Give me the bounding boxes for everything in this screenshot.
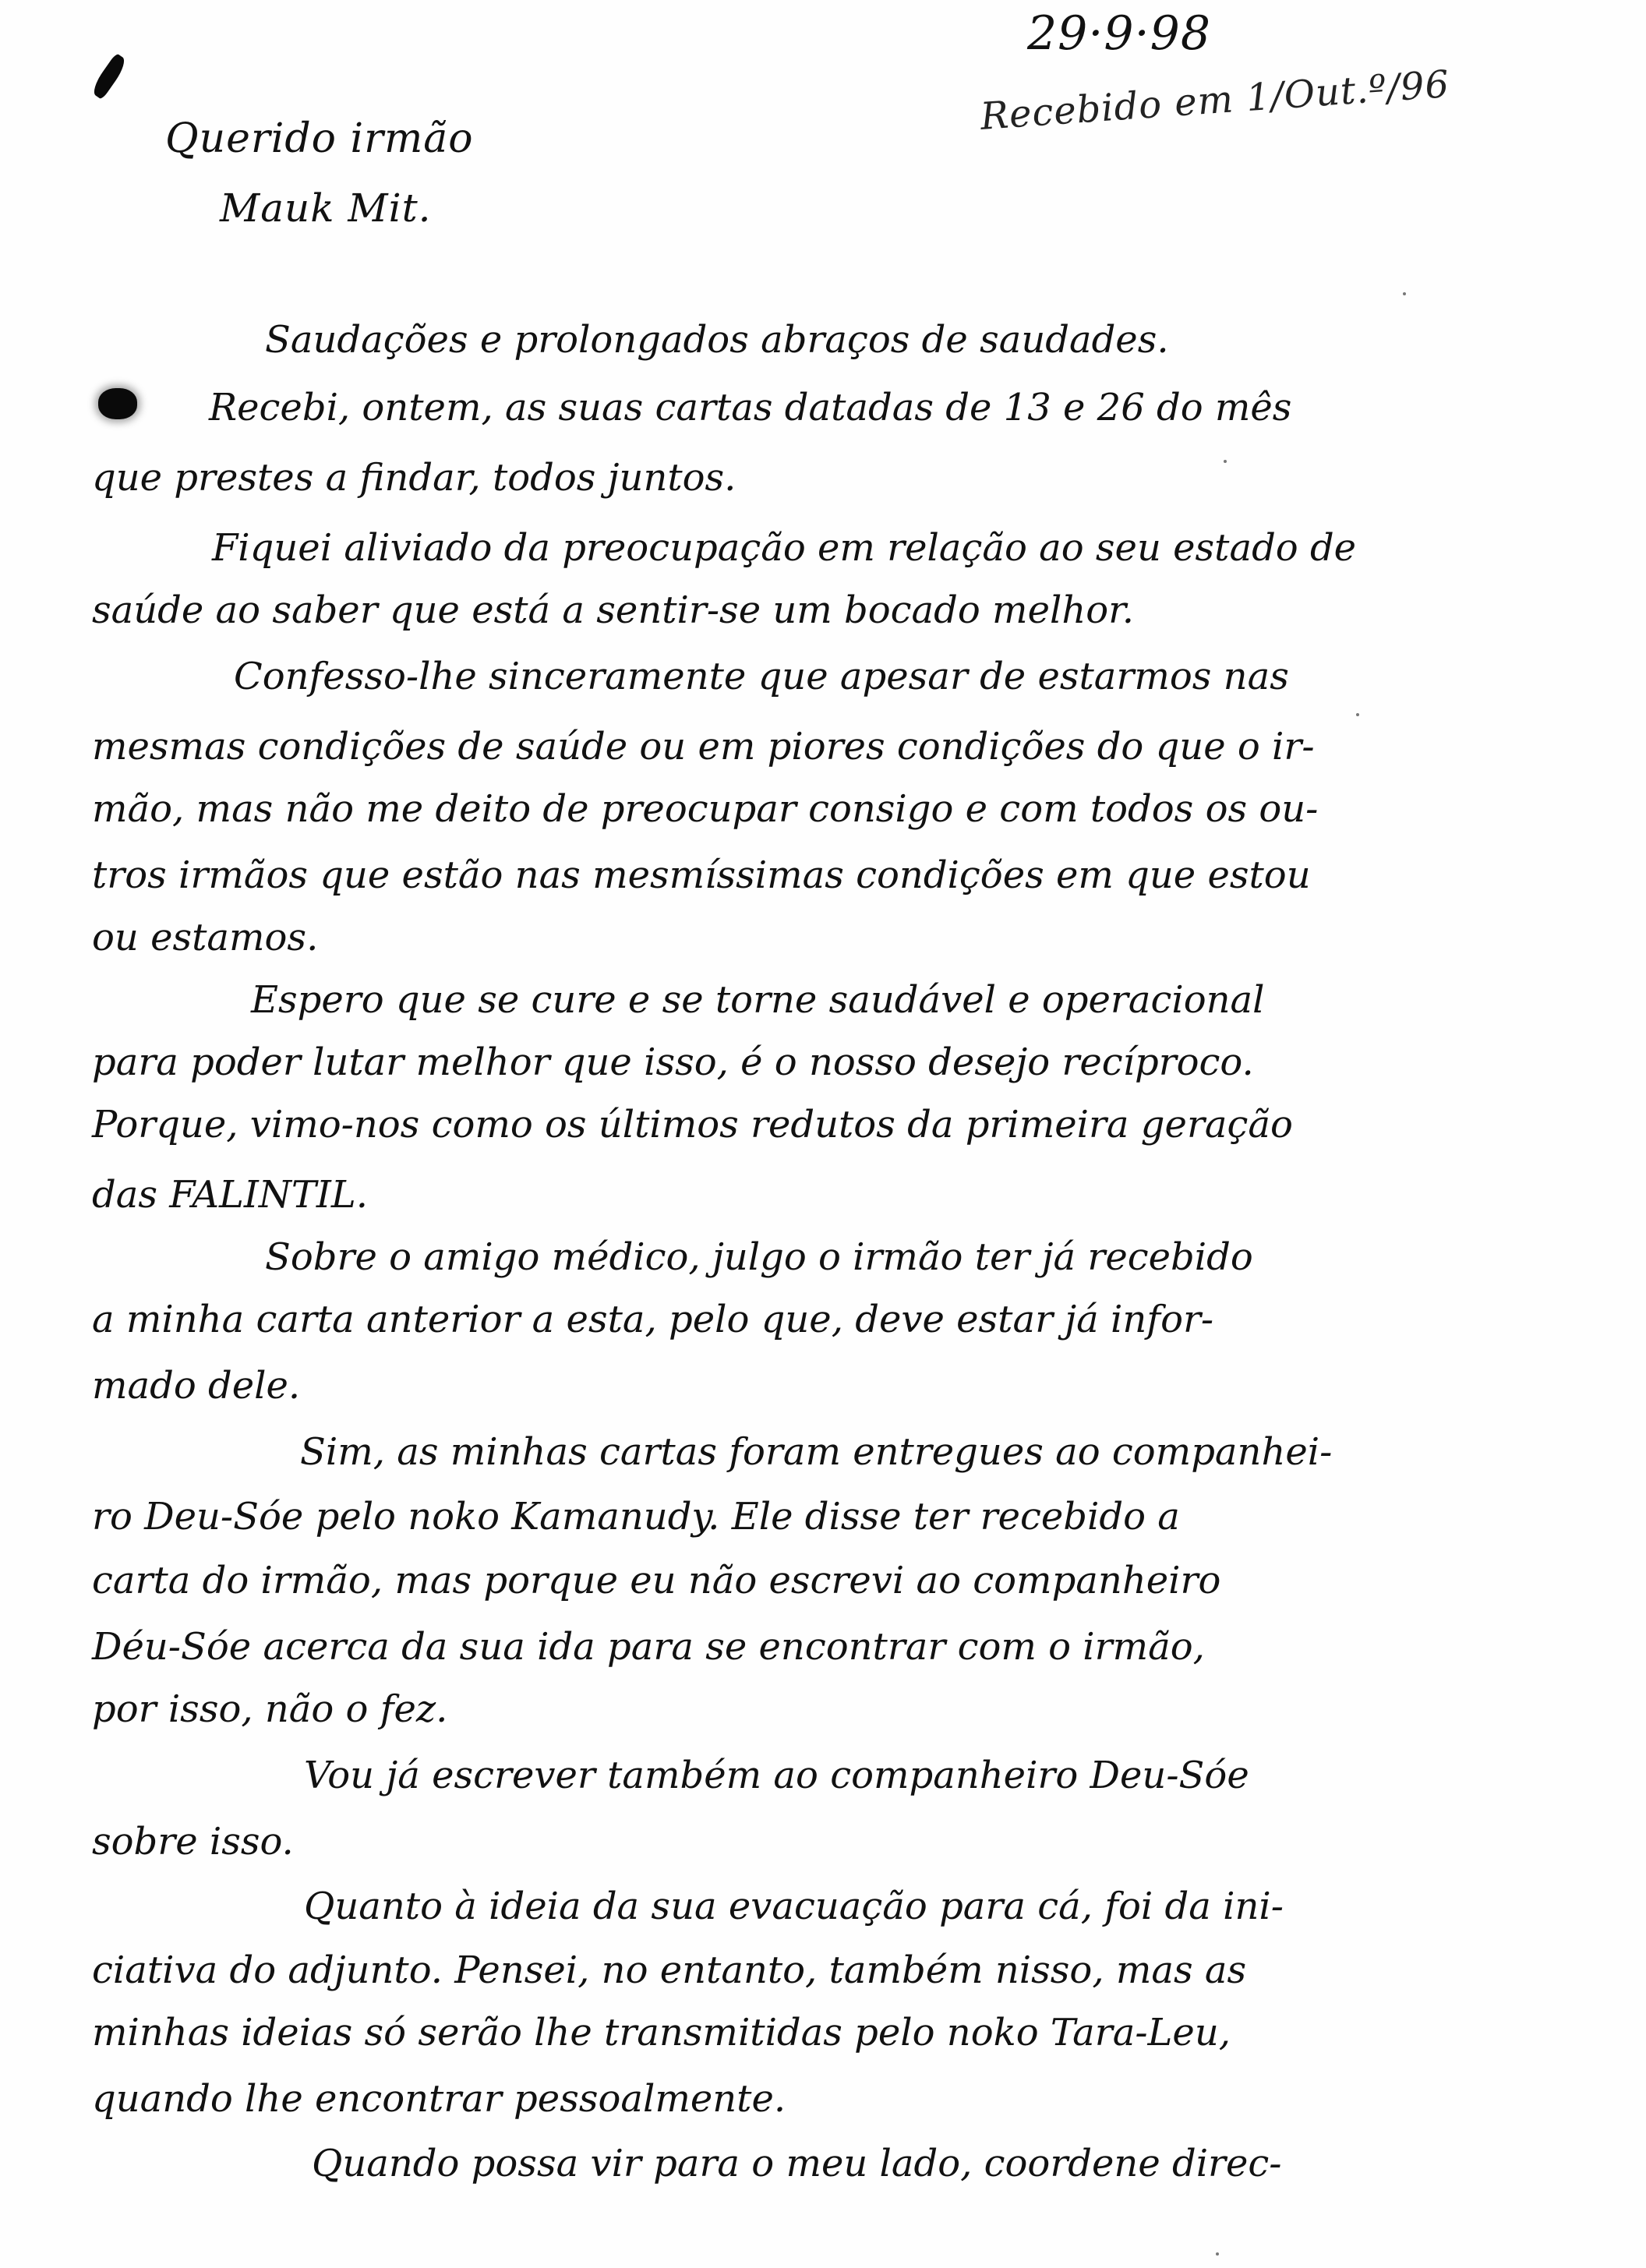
letter-line: ro Deu-Sóe pelo noko Kamanudy. Ele disse ter recebido a (92, 1495, 1180, 1538)
letter-line: sobre isso. (92, 1820, 294, 1864)
letter-line: minhas ideias só serão lhe transmitidas pelo noko Tara-Leu, (92, 2011, 1231, 2054)
letter-line: Recebi, ontem, as suas cartas datadas de 13 e 26 do mês (209, 386, 1292, 429)
addressee-name: Mauk Mit. (220, 185, 432, 231)
letter-line: Espero que se cure e se torne saudável e operacional (251, 978, 1265, 1022)
received-note: Recebido em 1/Out.º/96 (979, 62, 1451, 139)
letter-line: Quando possa vir para o meu lado, coordene direc- (312, 2142, 1282, 2185)
salutation: Querido irmão (165, 115, 474, 162)
letter-line: Confesso-lhe sinceramente que apesar de estarmos nas (234, 655, 1289, 698)
letter-line: mado dele. (92, 1364, 301, 1408)
letter-line: Déu-Sóe acerca da sua ida para se encontrar com o irmão, (92, 1625, 1205, 1669)
speck (1224, 460, 1227, 463)
speck (1356, 713, 1359, 716)
letter-line: Quanto à ideia da sua evacuação para cá, foi da ini- (304, 1885, 1284, 1928)
letter-line: Sobre o amigo médico, julgo o irmão ter já recebido (265, 1235, 1253, 1279)
letter-line: Vou já escrever também ao companheiro Deu-Sóe (304, 1754, 1249, 1797)
ink-scribble-mark (90, 53, 129, 101)
letter-line: Saudações e prolongados abraços de saudades. (265, 318, 1169, 362)
letter-line: ou estamos. (92, 916, 319, 959)
letter-line: Sim, as minhas cartas foram entregues ao companhei- (300, 1430, 1333, 1474)
letter-line: quando lhe encontrar pessoalmente. (92, 2077, 786, 2121)
letter-line: Porque, vimo-nos como os últimos redutos da primeira geração (92, 1103, 1293, 1146)
letter-line: mesmas condições de saúde ou em piores condições do que o ir- (92, 725, 1315, 768)
letter-line: tros irmãos que estão nas mesmíssimas condições em que estou (92, 853, 1311, 897)
letter-line: saúde ao saber que está a sentir-se um bocado melhor. (92, 588, 1135, 632)
letter-line: Fiquei aliviado da preocupação em relação ao seu estado de (212, 526, 1357, 570)
letter-line: carta do irmão, mas porque eu não escrevi ao companheiro (92, 1559, 1221, 1602)
letter-line: mão, mas não me deito de preocupar consigo e com todos os ou- (92, 787, 1319, 831)
letter-line: a minha carta anterior a esta, pelo que, deve estar já infor- (92, 1298, 1214, 1341)
letter-line: para poder lutar melhor que isso, é o nosso desejo recíproco. (92, 1040, 1254, 1084)
ink-blot-mark (98, 388, 137, 419)
letter-line: que prestes a findar, todos juntos. (92, 456, 736, 500)
speck (1216, 2252, 1219, 2256)
speck (1403, 292, 1406, 295)
letter-line: por isso, não o fez. (92, 1687, 448, 1731)
letter-date: 29·9·98 (1027, 6, 1212, 61)
letter-line: ciativa do adjunto. Pensei, no entanto, também nisso, mas as (92, 1948, 1247, 1992)
letter-line: das FALINTIL. (92, 1173, 368, 1217)
